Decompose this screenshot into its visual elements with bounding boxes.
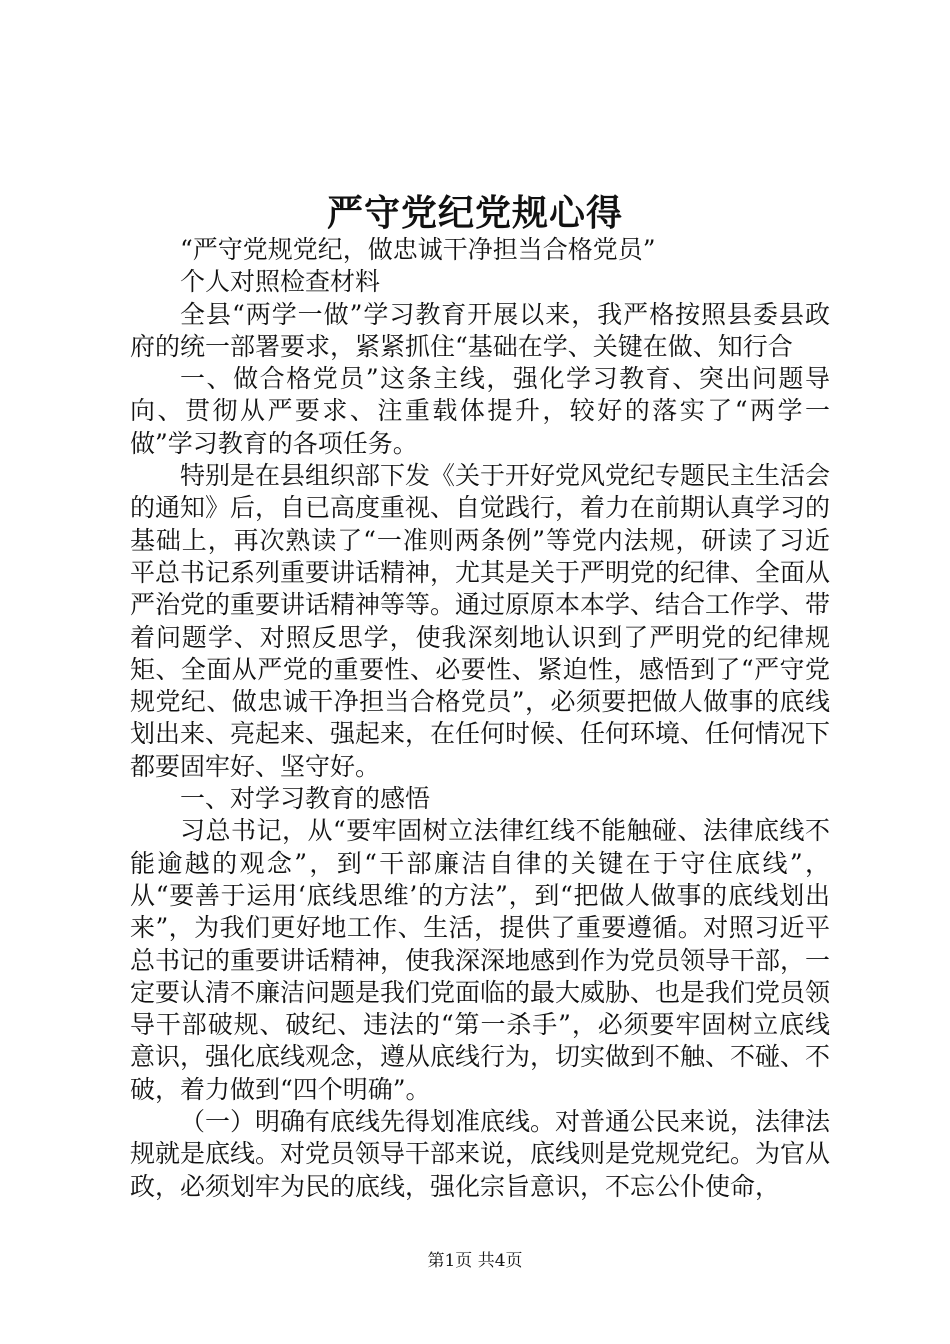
paragraph: 特别是在县组织部下发《关于开好党风党纪专题民主生活会的通知》后，自已高度重视、自觉践行，着力在前期认真学习的基础上，再次熟读了“一准则两条例”等党内法规，研读了习近平总书记系列重要讲话精神，尤其是关于严明党的纪律、全面从严治党的重要讲话精神等等。通过原原本本学、结合工作学、带着问题学、对照反思学，使我深刻地认识到了严明党的纪律规矩、全面从严党的重要性、必要性、紧迫性，感悟到了“严守党规党纪、做忠诚干净担当合格党员”，必须要把做人做事的底线划出来、亮起来、强起来，在任何时候、任何环境、任何情况下都要固牢好、坚守好。: [130, 461, 831, 781]
paragraph: 一、做合格党员”这条主线，强化学习教育、突出问题导向、贯彻从严要求、注重载体提升，较好的落实了“两学一做”学习教育的各项任务。: [130, 364, 830, 458]
paragraph: 全县“两学一做”学习教育开展以来，我严格按照县委县政府的统一部署要求，紧紧抓住“基础在学、关键在做、知行合: [130, 299, 830, 361]
document-body: [130, 234, 830, 1203]
paragraph: 习总书记，从“要牢固树立法律红线不能触碰、法律底线不能逾越的观念”，到“干部廉洁自律的关键在于守住底线”，从“要善于运用‘底线思维’的方法”，到“把做人做事的底线划出来”，为我们更好地工作、生活，提供了重要遵循。对照习近平总书记的重要讲话精神，使我深深地感到作为党员领导干部，一定要认清不廉洁问题是我们党面临的最大威胁、也是我们党员领导干部破规、破纪、违法的“第一杀手”，必须要牢固树立底线意识，强化底线观念，遵从底线行为，切实做到不触、不碰、不破，着力做到“四个明确”。: [130, 816, 831, 1104]
section-heading: 一、对学习教育的感悟: [180, 784, 431, 814]
page-footer: 第1页 共4页: [427, 1251, 523, 1271]
paragraph-subtitle: “严守党规党纪，做忠诚干净担当合格党员”: [180, 235, 656, 264]
paragraph: （一）明确有底线先得划准底线。对普通公民来说，法律法规就是底线。对党员领导干部来说，底线则是党规党纪。为官从政，必须划牢为民的底线，强化宗旨意识，不忘公仆使命，: [130, 1107, 831, 1201]
paragraph-subtitle-2: 个人对照检查材料: [180, 267, 381, 297]
document-title: 严守党纪党规心得: [326, 192, 623, 234]
